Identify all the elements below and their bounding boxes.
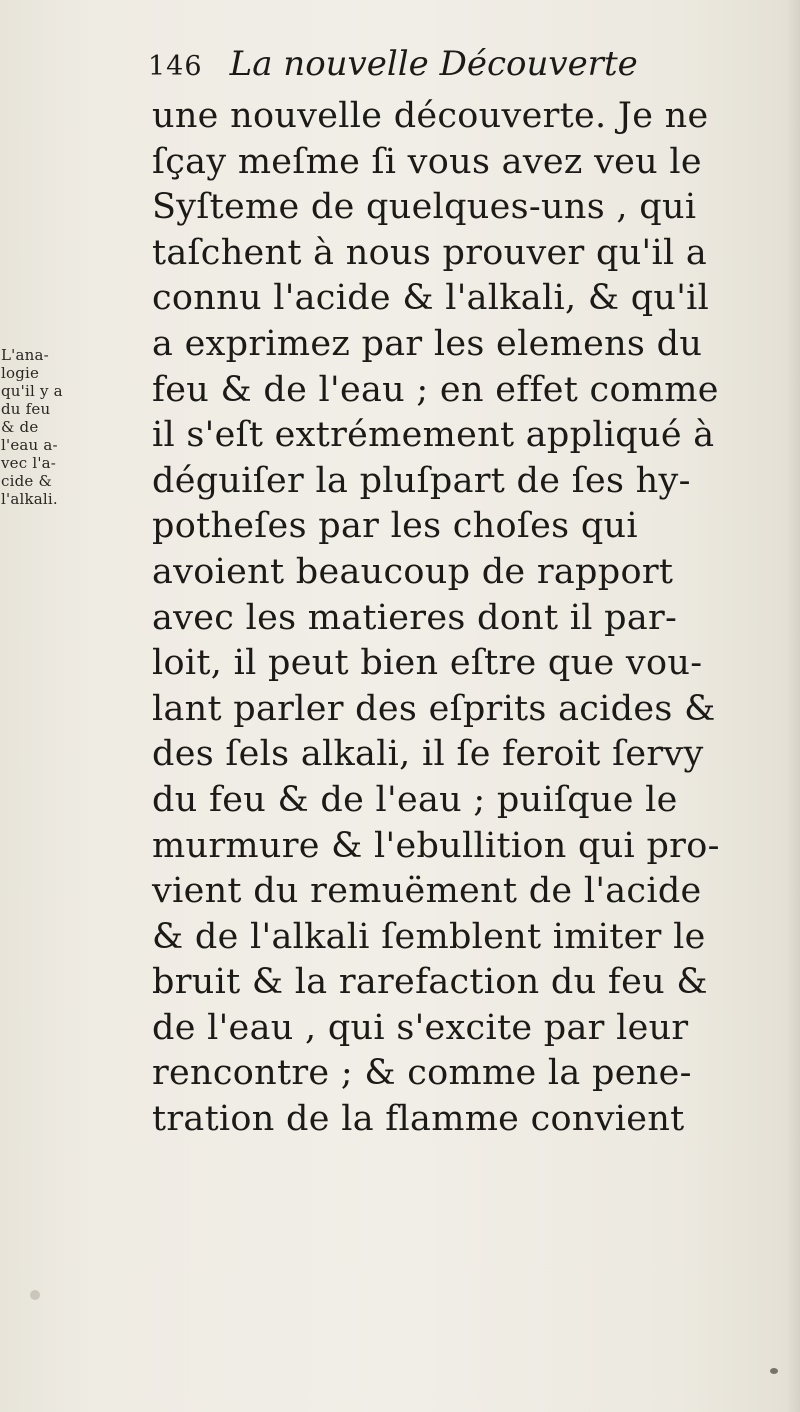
ink-spot — [770, 1368, 778, 1374]
text-line: avec les matieres dont il par- — [152, 597, 678, 638]
marginal-note-line: l'eau a- — [1, 436, 58, 454]
running-title: La nouvelle Découverte — [229, 44, 638, 84]
marginal-note-line: qu'il y a — [1, 382, 63, 400]
text-line: murmure & l'ebullition qui pro- — [152, 825, 720, 866]
text-line: de l'eau , qui s'excite par leur — [152, 1007, 689, 1048]
ink-smudge — [30, 1290, 40, 1300]
marginal-note — [1, 346, 63, 508]
text-line: lant parler des eſprits acides & — [152, 688, 716, 729]
page-number: 146 — [148, 51, 203, 82]
text-line: a exprimez par les elemens du — [152, 323, 703, 364]
text-line: il s'eſt extrémement appliqué à — [152, 415, 715, 456]
text-line: potheſes par les choſes qui — [152, 506, 638, 547]
marginal-note-line: L'ana- — [1, 346, 49, 364]
text-line: loit, il peut bien eſtre que vou- — [152, 643, 703, 684]
text-line: du feu & de l'eau ; puiſque le — [152, 779, 678, 820]
marginal-note-line: du feu — [1, 400, 51, 418]
marginal-note-line: & de — [1, 418, 39, 436]
text-line: déguiſer la pluſpart de ſes hy- — [152, 460, 691, 501]
text-line: bruit & la rarefaction du feu & — [152, 962, 708, 1003]
marginal-note-line: logie — [1, 364, 40, 382]
text-line: vient du remuëment de l'acide — [152, 871, 702, 912]
text-line: Syſteme de quelques-uns , qui — [152, 187, 697, 228]
page-header — [148, 44, 708, 90]
marginal-note-line: cide & — [1, 472, 52, 490]
text-line: & de l'alkali ſemblent imiter le — [152, 916, 706, 957]
text-line: rencontre ; & comme la pene- — [152, 1053, 692, 1094]
text-line: une nouvelle découverte. Je ne — [152, 96, 709, 136]
body-text — [152, 94, 792, 1143]
text-line: avoient beaucoup de rapport — [152, 551, 674, 592]
text-line: tration de la flamme convient — [152, 1099, 685, 1140]
marginal-note-line: l'alkali. — [1, 490, 58, 508]
text-line: des ſels alkali, il ſe feroit ſervy — [152, 734, 704, 775]
text-line: feu & de l'eau ; en effet comme — [152, 369, 719, 410]
text-line: connu l'acide & l'alkali, & qu'il — [152, 278, 710, 319]
text-line: ſçay meſme ſi vous avez veu le — [152, 141, 702, 182]
marginal-note-line: vec l'a- — [1, 454, 57, 472]
text-line: taſchent à nous prouver qu'il a — [152, 232, 708, 273]
